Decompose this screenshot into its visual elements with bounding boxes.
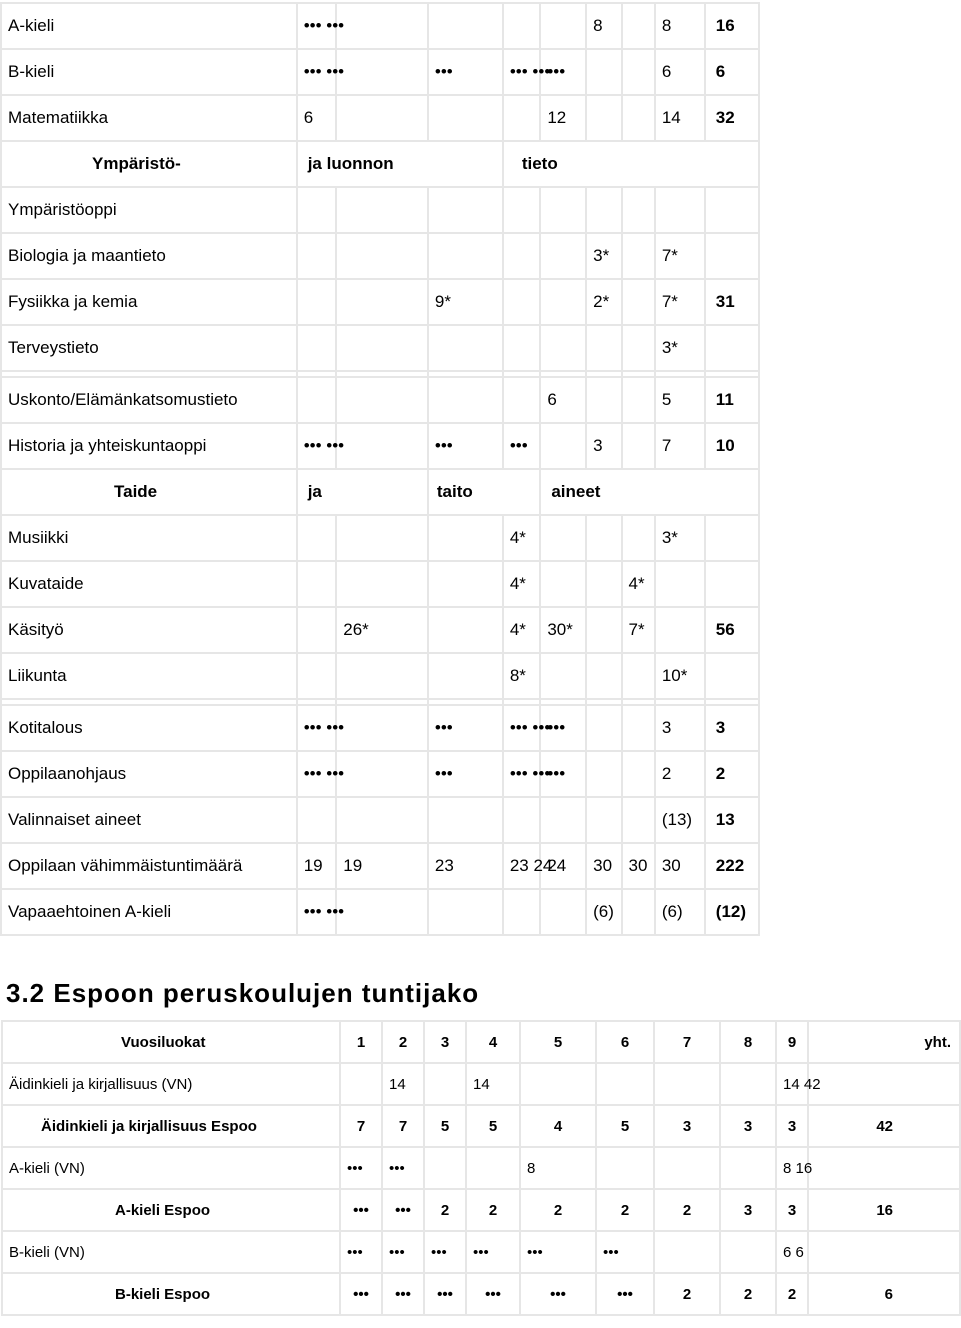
table-cell bbox=[596, 1147, 654, 1189]
table-cell bbox=[297, 561, 337, 607]
table-cell bbox=[622, 325, 655, 371]
table-cell: Kuvataide bbox=[1, 561, 297, 607]
table-cell: 2 bbox=[424, 1189, 466, 1231]
table-cell bbox=[705, 515, 759, 561]
table-cell: 2 bbox=[720, 1273, 776, 1315]
table-cell bbox=[586, 751, 621, 797]
table-cell bbox=[503, 95, 540, 141]
table-row bbox=[1, 797, 759, 843]
table-cell: ja bbox=[297, 469, 428, 515]
table-header-row bbox=[2, 1021, 960, 1063]
table-cell bbox=[503, 377, 540, 423]
table-cell: A-kieli (VN) bbox=[2, 1147, 340, 1189]
table-cell bbox=[336, 705, 428, 751]
table-cell bbox=[808, 1063, 960, 1105]
table-cell bbox=[336, 561, 428, 607]
table-cell bbox=[540, 325, 586, 371]
table-cell: 8 bbox=[586, 3, 621, 49]
table-cell: Matematiikka bbox=[1, 95, 297, 141]
table-cell: ••• bbox=[340, 1231, 382, 1273]
table-cell bbox=[336, 95, 428, 141]
table-cell bbox=[540, 423, 586, 469]
table-cell bbox=[655, 561, 705, 607]
table-cell: 3* bbox=[655, 325, 705, 371]
table-row bbox=[1, 653, 759, 699]
table-header-cell: 6 bbox=[596, 1021, 654, 1063]
table-cell: 3 bbox=[720, 1189, 776, 1231]
table-cell: 3 bbox=[720, 1105, 776, 1147]
table-cell: ••• bbox=[382, 1273, 424, 1315]
table-header-cell: 2 bbox=[382, 1021, 424, 1063]
espoo-hours-table bbox=[1, 1020, 961, 1316]
table-cell bbox=[540, 515, 586, 561]
table-cell bbox=[466, 1147, 520, 1189]
table-cell: (6) bbox=[586, 889, 621, 935]
table-cell: 7 bbox=[340, 1105, 382, 1147]
table-row bbox=[2, 1189, 960, 1231]
table-cell bbox=[503, 279, 540, 325]
table-cell bbox=[655, 607, 705, 653]
table-cell bbox=[428, 233, 503, 279]
table-cell: 2 bbox=[596, 1189, 654, 1231]
table-row bbox=[1, 705, 759, 751]
table-cell: 3 bbox=[705, 705, 759, 751]
table-cell: 3 bbox=[586, 423, 621, 469]
table-cell bbox=[428, 3, 503, 49]
table-cell: ••• bbox=[428, 49, 503, 95]
table-cell bbox=[586, 95, 621, 141]
table-row bbox=[1, 515, 759, 561]
table-cell bbox=[424, 1147, 466, 1189]
table-cell: ••• bbox=[382, 1147, 424, 1189]
table-cell: ••• bbox=[340, 1273, 382, 1315]
table-cell: 7 bbox=[382, 1105, 424, 1147]
table-header-cell: 5 bbox=[520, 1021, 596, 1063]
table-cell: Äidinkieli ja kirjallisuus Espoo bbox=[2, 1105, 340, 1147]
table-cell: 14 bbox=[466, 1063, 520, 1105]
table-cell bbox=[586, 607, 621, 653]
table-cell bbox=[428, 95, 503, 141]
table-cell: 8 bbox=[520, 1147, 596, 1189]
table-cell: Äidinkieli ja kirjallisuus (VN) bbox=[2, 1063, 340, 1105]
table-cell: ••• ••• bbox=[297, 49, 337, 95]
table-cell bbox=[336, 187, 428, 233]
table-cell: 56 bbox=[705, 607, 759, 653]
table-cell: 5 bbox=[424, 1105, 466, 1147]
table-cell: ••• ••• bbox=[297, 423, 337, 469]
table-cell bbox=[297, 233, 337, 279]
table-cell: ••• bbox=[520, 1231, 596, 1273]
table-cell bbox=[540, 797, 586, 843]
table-cell: 30 bbox=[655, 843, 705, 889]
table-cell bbox=[503, 187, 540, 233]
table-cell bbox=[720, 1147, 776, 1189]
table-cell: 23 24 bbox=[503, 843, 540, 889]
table-cell: Kotitalous bbox=[1, 705, 297, 751]
table-cell bbox=[586, 515, 621, 561]
table-cell bbox=[655, 187, 705, 233]
table-cell bbox=[540, 653, 586, 699]
table-cell: 3 bbox=[654, 1105, 720, 1147]
table-cell: 6 6 bbox=[776, 1231, 808, 1273]
table-cell: 14 bbox=[382, 1063, 424, 1105]
table-cell: (13) bbox=[655, 797, 705, 843]
table-cell bbox=[586, 377, 621, 423]
table-cell: 5 bbox=[596, 1105, 654, 1147]
table-cell: Terveystieto bbox=[1, 325, 297, 371]
table-cell: Taide bbox=[1, 469, 297, 515]
table-cell: ••• ••• bbox=[297, 751, 337, 797]
table-cell: 4* bbox=[503, 561, 540, 607]
table-cell bbox=[336, 279, 428, 325]
table-cell bbox=[297, 797, 337, 843]
table-cell bbox=[586, 705, 621, 751]
table-cell bbox=[503, 889, 540, 935]
table-cell: ••• bbox=[596, 1231, 654, 1273]
table-cell: Oppilaan vähimmäistuntimäärä bbox=[1, 843, 297, 889]
table-row bbox=[1, 607, 759, 653]
table-cell: 14 42 bbox=[776, 1063, 808, 1105]
table-row bbox=[1, 187, 759, 233]
table-row bbox=[2, 1231, 960, 1273]
table-cell: 10 bbox=[705, 423, 759, 469]
table-cell bbox=[705, 187, 759, 233]
table-cell: 4 bbox=[520, 1105, 596, 1147]
table-cell bbox=[622, 3, 655, 49]
table-cell: 19 bbox=[297, 843, 337, 889]
table-cell: ••• bbox=[424, 1273, 466, 1315]
table-cell bbox=[586, 653, 621, 699]
table-cell bbox=[428, 653, 503, 699]
table-cell: Ympäristö- bbox=[1, 141, 297, 187]
table-cell bbox=[424, 1063, 466, 1105]
table-cell: ja luonnon bbox=[297, 141, 503, 187]
table-cell bbox=[622, 797, 655, 843]
table-cell bbox=[808, 1231, 960, 1273]
table-cell: 8 16 bbox=[776, 1147, 808, 1189]
table-cell: 14 bbox=[655, 95, 705, 141]
table-row bbox=[1, 751, 759, 797]
table-cell bbox=[540, 889, 586, 935]
table-cell: B-kieli bbox=[1, 49, 297, 95]
table-cell bbox=[622, 377, 655, 423]
table-cell: 8* bbox=[503, 653, 540, 699]
table-cell bbox=[428, 561, 503, 607]
table-cell: ••• ••• bbox=[297, 705, 337, 751]
table-cell bbox=[297, 653, 337, 699]
table-cell bbox=[622, 95, 655, 141]
table-cell bbox=[428, 515, 503, 561]
table-cell: 2 bbox=[654, 1189, 720, 1231]
table-cell: ••• bbox=[340, 1147, 382, 1189]
table-cell: 16 bbox=[705, 3, 759, 49]
table-cell: 6 bbox=[808, 1273, 960, 1315]
table-cell: 4* bbox=[503, 607, 540, 653]
table-cell bbox=[297, 187, 337, 233]
table-cell: 2* bbox=[586, 279, 621, 325]
table-cell: 16 bbox=[808, 1189, 960, 1231]
table-cell bbox=[705, 653, 759, 699]
table-cell bbox=[622, 705, 655, 751]
table-section-header bbox=[1, 469, 759, 515]
table-cell bbox=[705, 325, 759, 371]
table-cell bbox=[428, 187, 503, 233]
table-cell: (6) bbox=[655, 889, 705, 935]
table-cell: ••• bbox=[540, 705, 586, 751]
table-cell: tieto bbox=[503, 141, 759, 187]
table-cell: 8 bbox=[655, 3, 705, 49]
table-header-cell: 3 bbox=[424, 1021, 466, 1063]
table-cell bbox=[336, 515, 428, 561]
table-cell bbox=[540, 187, 586, 233]
table-cell: Vapaaehtoinen A-kieli bbox=[1, 889, 297, 935]
table-cell bbox=[622, 187, 655, 233]
table-cell: 2 bbox=[776, 1273, 808, 1315]
table-row bbox=[1, 3, 759, 49]
table-cell: 5 bbox=[655, 377, 705, 423]
table-row bbox=[2, 1105, 960, 1147]
table-cell: 31 bbox=[705, 279, 759, 325]
table-cell: 23 bbox=[428, 843, 503, 889]
table-cell: Uskonto/Elämänkatsomustieto bbox=[1, 377, 297, 423]
table-cell: 12 bbox=[540, 95, 586, 141]
table-cell bbox=[720, 1231, 776, 1273]
section-title: 3.2 Espoon peruskoulujen tuntijako bbox=[6, 978, 480, 1008]
table-cell: 4* bbox=[622, 561, 655, 607]
table-cell bbox=[336, 423, 428, 469]
table-cell: ••• ••• bbox=[503, 705, 540, 751]
table-cell: 3 bbox=[655, 705, 705, 751]
table-cell bbox=[622, 751, 655, 797]
table-header-cell: Vuosiluokat bbox=[2, 1021, 340, 1063]
table-cell: 24 bbox=[540, 843, 586, 889]
table-cell: ••• bbox=[340, 1189, 382, 1231]
table-cell bbox=[428, 377, 503, 423]
table-row bbox=[1, 49, 759, 95]
table-cell bbox=[622, 653, 655, 699]
table-cell: 9* bbox=[428, 279, 503, 325]
table-cell: ••• ••• bbox=[503, 49, 540, 95]
table-cell bbox=[596, 1063, 654, 1105]
table-cell: 6 bbox=[297, 95, 337, 141]
table-cell bbox=[503, 3, 540, 49]
table-cell bbox=[297, 325, 337, 371]
table-cell bbox=[428, 607, 503, 653]
table-cell bbox=[586, 187, 621, 233]
table-cell: 222 bbox=[705, 843, 759, 889]
table-cell: ••• ••• bbox=[297, 3, 337, 49]
table-cell bbox=[622, 515, 655, 561]
table-cell: ••• bbox=[520, 1273, 596, 1315]
table-cell: A-kieli Espoo bbox=[2, 1189, 340, 1231]
table-cell: 7* bbox=[622, 607, 655, 653]
table-cell: 2 bbox=[466, 1189, 520, 1231]
table-cell: B-kieli Espoo bbox=[2, 1273, 340, 1315]
table-cell: ••• bbox=[428, 423, 503, 469]
table-header-cell: 9 bbox=[776, 1021, 808, 1063]
table-cell bbox=[336, 653, 428, 699]
table-cell: Ympäristöoppi bbox=[1, 187, 297, 233]
table-cell: B-kieli (VN) bbox=[2, 1231, 340, 1273]
table-cell: 6 bbox=[540, 377, 586, 423]
table-section-header bbox=[1, 141, 759, 187]
table-cell: 30 bbox=[622, 843, 655, 889]
table-cell bbox=[540, 279, 586, 325]
table-cell: 30* bbox=[540, 607, 586, 653]
table-cell: ••• bbox=[424, 1231, 466, 1273]
table-cell bbox=[297, 377, 337, 423]
table-cell bbox=[503, 797, 540, 843]
table-row bbox=[1, 561, 759, 607]
lesson-hours-table bbox=[0, 2, 760, 936]
table-cell bbox=[540, 3, 586, 49]
table-cell bbox=[622, 279, 655, 325]
table-row bbox=[1, 843, 759, 889]
table-header-cell: 1 bbox=[340, 1021, 382, 1063]
table-cell bbox=[622, 889, 655, 935]
table-cell bbox=[622, 233, 655, 279]
table-cell: ••• ••• bbox=[503, 751, 540, 797]
table-row bbox=[1, 889, 759, 935]
table-row bbox=[2, 1147, 960, 1189]
table-cell bbox=[428, 797, 503, 843]
table-cell bbox=[622, 423, 655, 469]
table-header-cell: yht. bbox=[808, 1021, 960, 1063]
table-header-cell: 7 bbox=[654, 1021, 720, 1063]
table-cell bbox=[586, 797, 621, 843]
table-cell bbox=[654, 1063, 720, 1105]
table-cell: Käsityö bbox=[1, 607, 297, 653]
table-cell: ••• bbox=[540, 751, 586, 797]
table-cell: ••• bbox=[596, 1273, 654, 1315]
table-cell bbox=[540, 561, 586, 607]
table-cell: 19 bbox=[336, 843, 428, 889]
table-header-cell: 4 bbox=[466, 1021, 520, 1063]
table-cell bbox=[297, 515, 337, 561]
table-cell bbox=[336, 325, 428, 371]
table-header-cell: 8 bbox=[720, 1021, 776, 1063]
table-cell bbox=[336, 49, 428, 95]
table-row bbox=[2, 1273, 960, 1315]
table-cell: 2 bbox=[705, 751, 759, 797]
table-cell: 2 bbox=[655, 751, 705, 797]
table-cell: 2 bbox=[520, 1189, 596, 1231]
table-cell: Fysiikka ja kemia bbox=[1, 279, 297, 325]
table-cell: 6 bbox=[705, 49, 759, 95]
table-cell bbox=[654, 1231, 720, 1273]
table-cell bbox=[586, 325, 621, 371]
table-cell: 3* bbox=[655, 515, 705, 561]
table-cell bbox=[336, 751, 428, 797]
table-cell: 3 bbox=[776, 1189, 808, 1231]
table-row bbox=[1, 95, 759, 141]
table-row bbox=[1, 377, 759, 423]
table-cell bbox=[520, 1063, 596, 1105]
table-cell: Historia ja yhteiskuntaoppi bbox=[1, 423, 297, 469]
table-cell: 3* bbox=[586, 233, 621, 279]
table-cell bbox=[705, 233, 759, 279]
table-cell bbox=[705, 561, 759, 607]
table-cell bbox=[336, 797, 428, 843]
table-cell: aineet bbox=[540, 469, 759, 515]
table-cell: 42 bbox=[808, 1105, 960, 1147]
table-cell: ••• bbox=[540, 49, 586, 95]
table-cell: 7 bbox=[655, 423, 705, 469]
table-cell bbox=[622, 49, 655, 95]
table-cell: 11 bbox=[705, 377, 759, 423]
table-cell: 6 bbox=[655, 49, 705, 95]
table-cell: 32 bbox=[705, 95, 759, 141]
table-cell: 26* bbox=[336, 607, 428, 653]
table-cell: taito bbox=[428, 469, 540, 515]
table-cell bbox=[503, 233, 540, 279]
table-cell bbox=[586, 49, 621, 95]
table-cell: ••• bbox=[503, 423, 540, 469]
table-row bbox=[1, 423, 759, 469]
table-cell bbox=[336, 377, 428, 423]
table-cell bbox=[428, 325, 503, 371]
table-cell bbox=[297, 607, 337, 653]
table-cell: ••• bbox=[466, 1273, 520, 1315]
table-row bbox=[1, 233, 759, 279]
table-cell bbox=[503, 325, 540, 371]
table-cell: ••• ••• bbox=[297, 889, 337, 935]
table-cell bbox=[586, 561, 621, 607]
table-cell bbox=[297, 279, 337, 325]
table-cell bbox=[720, 1063, 776, 1105]
table-cell: Liikunta bbox=[1, 653, 297, 699]
table-cell: (12) bbox=[705, 889, 759, 935]
table-cell bbox=[808, 1147, 960, 1189]
table-cell: ••• bbox=[382, 1189, 424, 1231]
table-cell bbox=[654, 1147, 720, 1189]
table-cell: 4* bbox=[503, 515, 540, 561]
table-cell: Musiikki bbox=[1, 515, 297, 561]
table-cell: ••• bbox=[466, 1231, 520, 1273]
table-cell: 7* bbox=[655, 233, 705, 279]
table-cell: 30 bbox=[586, 843, 621, 889]
table-cell: 13 bbox=[705, 797, 759, 843]
table-cell: Biologia ja maantieto bbox=[1, 233, 297, 279]
table-cell: 10* bbox=[655, 653, 705, 699]
table-cell bbox=[340, 1063, 382, 1105]
table-cell: ••• bbox=[428, 705, 503, 751]
table-cell: ••• bbox=[428, 751, 503, 797]
table-cell bbox=[336, 889, 428, 935]
table-row bbox=[1, 325, 759, 371]
table-cell: 5 bbox=[466, 1105, 520, 1147]
table-cell: ••• bbox=[382, 1231, 424, 1273]
table-cell: A-kieli bbox=[1, 3, 297, 49]
table-row bbox=[1, 279, 759, 325]
table-cell bbox=[540, 233, 586, 279]
table-cell: 7* bbox=[655, 279, 705, 325]
table-cell bbox=[336, 233, 428, 279]
table-cell bbox=[428, 889, 503, 935]
table-cell: 3 bbox=[776, 1105, 808, 1147]
table-row bbox=[2, 1063, 960, 1105]
table-cell bbox=[336, 3, 428, 49]
table-cell: 2 bbox=[654, 1273, 720, 1315]
table-cell: Valinnaiset aineet bbox=[1, 797, 297, 843]
table-cell: Oppilaanohjaus bbox=[1, 751, 297, 797]
